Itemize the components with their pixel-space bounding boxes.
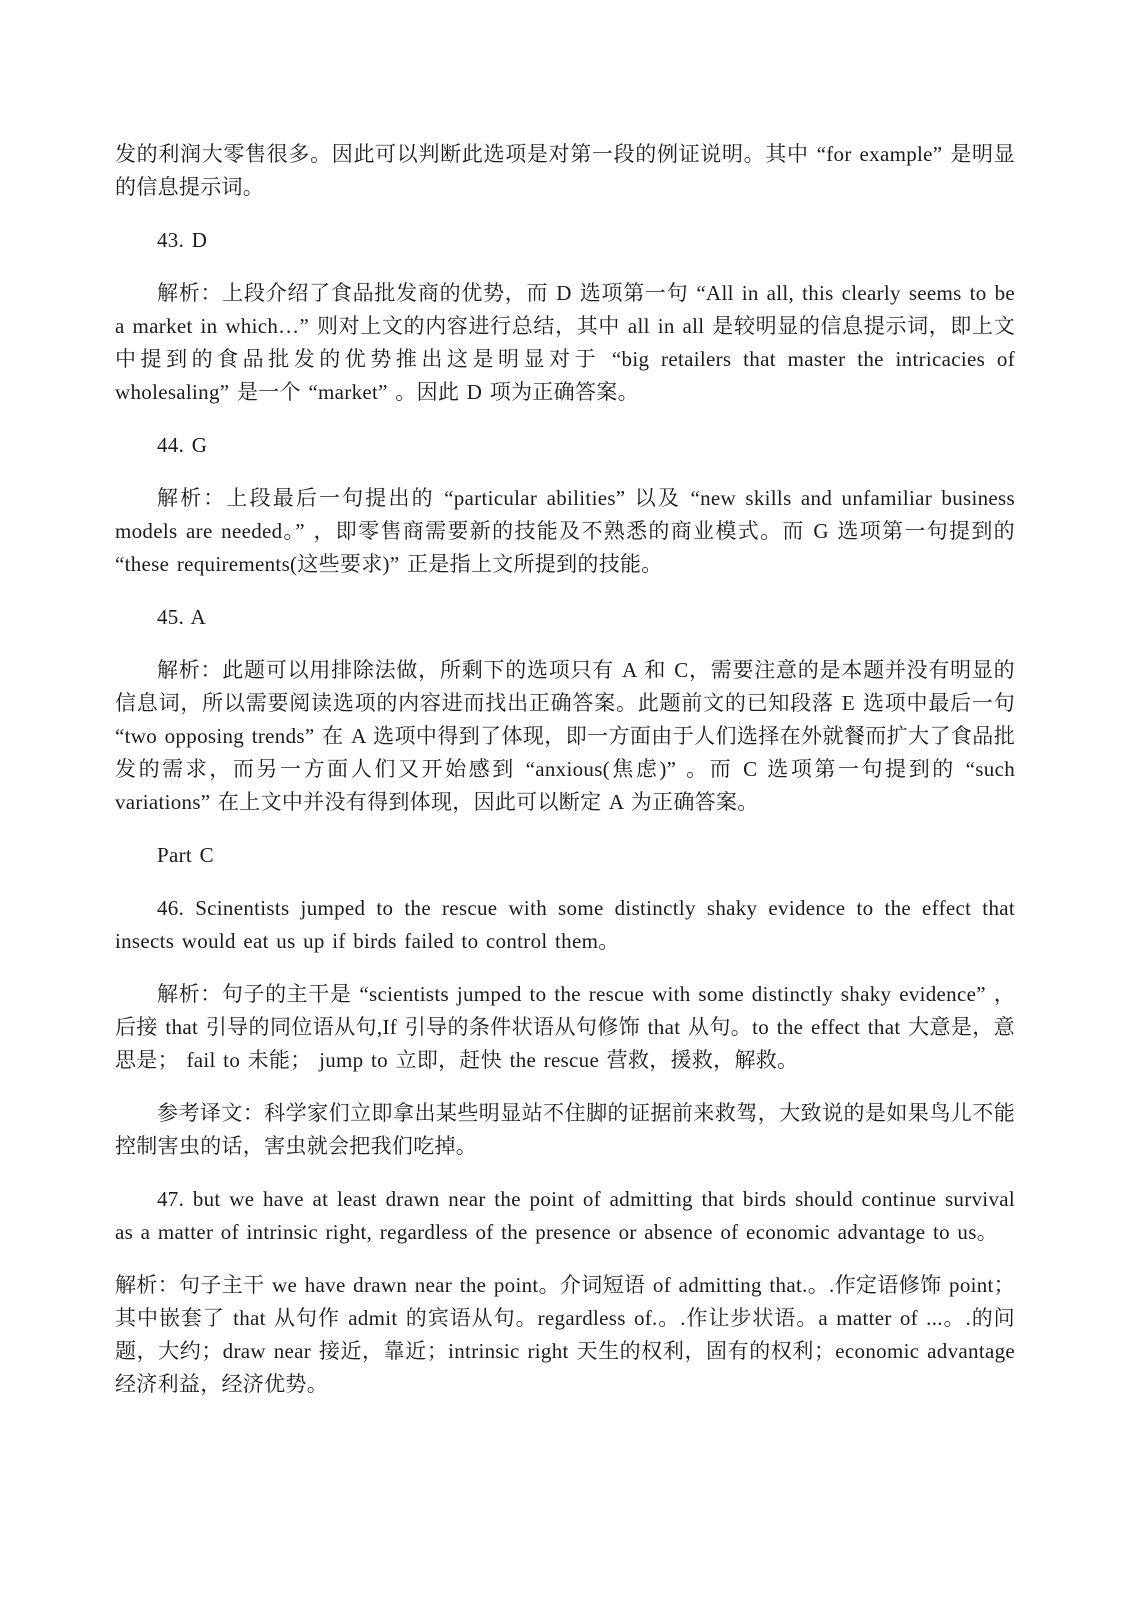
explanation-47: 解析：句子主干 we have drawn near the point。介词短语 of admitting that.。.作定语修饰 point；其中嵌套了 that 从句作 admit 的宾语从句。regardless of.。.作让步状语。a matter of ...。.的问题，大约；draw near 接近，靠近；intrinsic right 天生的权利，固有的权利；economic advantage 经济利益，经济优势。 bbox=[115, 1273, 1015, 1396]
explanation-45: 解析：此题可以用排除法做，所剩下的选项只有 A 和 C，需要注意的是本题并没有明显的信息词，所以需要阅读选项的内容进而找出正确答案。此题前文的已知段落 E 选项中最后一句 “two opposing trends” 在 A 选项中得到了体现，即一方面由于人们选择在外就餐而扩大了食品批发的需求，而另一方面人们又开始感到 “anxious(焦虑)” 。而 C 选项第一句提到的 “such variations” 在上文中并没有得到体现，因此可以断定 A 为正确答案。 bbox=[115, 658, 1015, 814]
explanation-43: 解析：上段介绍了食品批发商的优势，而 D 选项第一句 “All in all, this clearly seems to be a market in which…” 则对上文的内容进行总结，其中 all in all 是较明显的信息提示词，即上文中提到的食品批发的优势推出这是明显对于 “big retailers that master the intricacies of wholesaling” 是一个 “market” 。因此 D 项为正确答案。 bbox=[115, 281, 1015, 404]
answer-44: 44. G bbox=[157, 433, 208, 457]
part-c-heading: Part C bbox=[157, 843, 214, 867]
answer-45: 45. A bbox=[157, 605, 207, 629]
explanation-44: 解析：上段最后一句提出的 “particular abilities” 以及 “new skills and unfamiliar business models are needed。” ，即零售商需要新的技能及不熟悉的商业模式。而 G 选项第一句提到的 “these requirements(这些要求)” 正是指上文所提到的技能。 bbox=[115, 486, 1015, 576]
answer-43: 43. D bbox=[157, 228, 208, 252]
explanation-46: 解析：句子的主干是 “scientists jumped to the rescue with some distinctly shaky evidence” ，后接 that 引导的同位语从句,If 引导的条件状语从句修饰 that 从句。to the effect that 大意是，意思是； fail to 未能； jump to 立即，赶快 the rescue 营救，援救，解救。 bbox=[115, 982, 1015, 1072]
sentence-46: 46. Scinentists jumped to the rescue with some distinctly shaky evidence to the effect that insects would eat us up if birds failed to control them。 bbox=[115, 896, 1015, 953]
translation-46: 参考译文：科学家们立即拿出某些明显站不住脚的证据前来救驾，大致说的是如果鸟儿不能控制害虫的话，害虫就会把我们吃掉。 bbox=[115, 1101, 1015, 1158]
sentence-47: 47. but we have at least drawn near the point of admitting that birds should continue survival as a matter of intrinsic right, regardless of the presence or absence of economic advantage to us。 bbox=[115, 1187, 1015, 1244]
paragraph-continuation-42: 发的利润大零售很多。因此可以判断此选项是对第一段的例证说明。其中 “for example” 是明显的信息提示词。 bbox=[115, 142, 1015, 199]
